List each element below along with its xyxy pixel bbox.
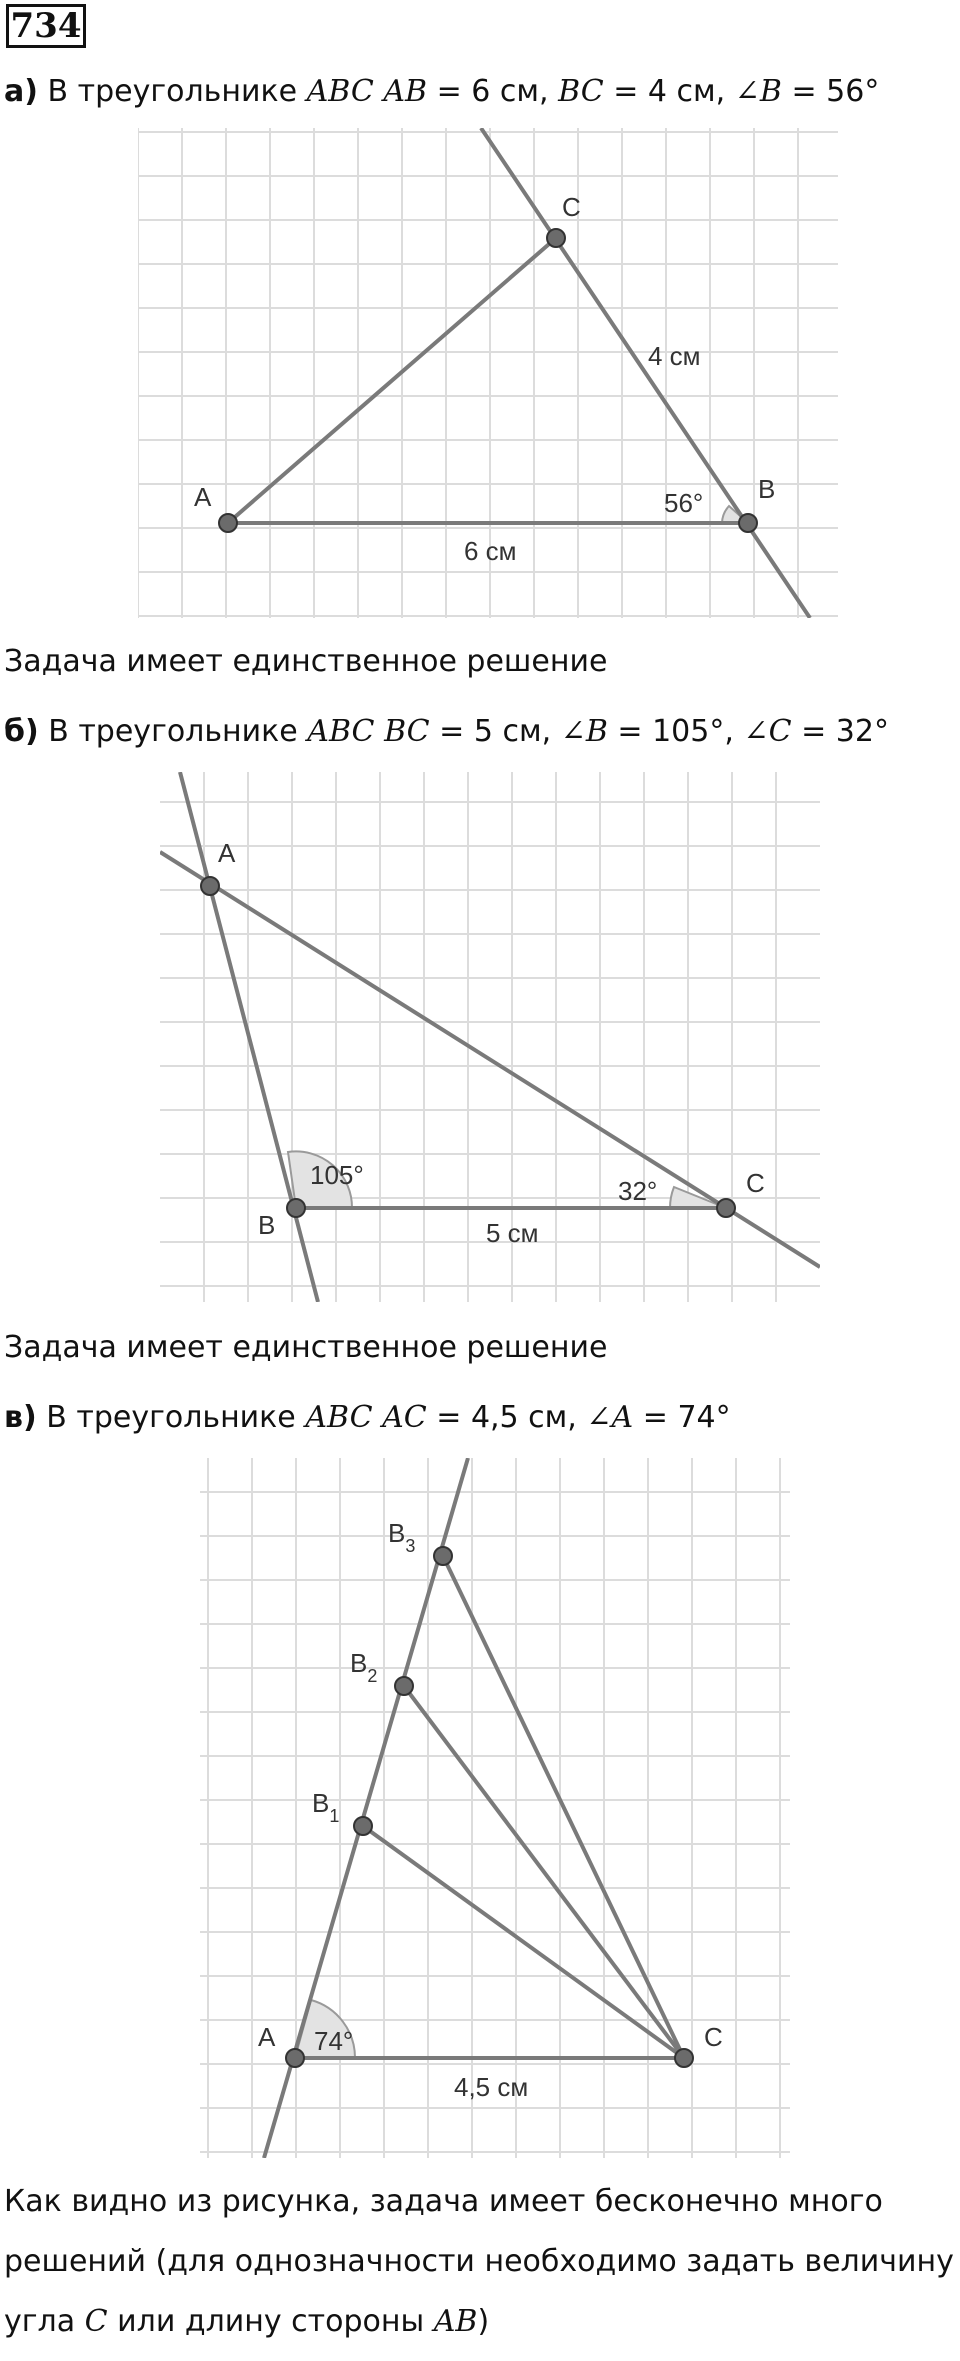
- point-b: [287, 1199, 305, 1217]
- part-b-side-value: = 5 см,: [439, 714, 552, 749]
- part-a-statement: [4, 72, 879, 112]
- label-angle-a: 74°: [314, 2026, 354, 2056]
- part-b-intro: В треугольнике: [48, 714, 298, 749]
- label-angle-c: 32°: [618, 1176, 658, 1206]
- part-b-marker: б): [4, 714, 39, 749]
- part-c-marker: в): [4, 1400, 37, 1435]
- point-a: [286, 2049, 304, 2067]
- line-cb-extended: [481, 128, 810, 618]
- figure-b: [160, 772, 820, 1302]
- label-side-bc: 5 см: [486, 1218, 539, 1248]
- part-c-statement: [4, 1398, 731, 1438]
- label-side-bc: 4 см: [648, 341, 701, 371]
- part-a-marker: а): [4, 74, 38, 109]
- segment-b1c: [363, 1826, 684, 2058]
- part-a-triangle-name: ABC: [306, 74, 374, 109]
- part-c-conclusion-line-2: решений (для однозначности необходимо задать величину: [4, 2244, 954, 2279]
- part-c-side-name: AC: [382, 1400, 427, 1435]
- figure-c: [200, 1458, 790, 2158]
- label-b: B: [258, 1210, 276, 1240]
- part-a-side1-name: AB: [383, 74, 428, 109]
- part-a-angle-value: = 56°: [791, 74, 880, 109]
- label-b2: $B_2$: [350, 1648, 378, 1686]
- label-c: C: [562, 192, 581, 222]
- conclusion-side-ab: AB: [433, 2304, 478, 2339]
- part-a-intro: В треугольнике: [47, 74, 298, 109]
- label-a: A: [258, 2022, 276, 2052]
- label-side-ab: 6 см: [464, 536, 517, 566]
- part-b-angle1-value: = 105°,: [617, 714, 734, 749]
- label-c: C: [704, 2022, 723, 2052]
- part-b-angle2-value: = 32°: [801, 714, 889, 749]
- part-b-side-name: BC: [384, 714, 430, 749]
- part-a-side1-value: = 6 см,: [436, 74, 549, 109]
- label-angle-b: 105°: [310, 1160, 364, 1190]
- point-c: [717, 1199, 735, 1217]
- part-b-conclusion: Задача имеет единственное решение: [4, 1330, 608, 1365]
- part-b-angle2-name: ∠C: [743, 714, 792, 749]
- segment-ac: [228, 238, 556, 523]
- point-c: [675, 2049, 693, 2067]
- part-a-side2-name: BC: [558, 74, 604, 109]
- label-c: C: [746, 1168, 765, 1198]
- label-a: A: [194, 482, 212, 512]
- part-a-angle-name: ∠B: [734, 74, 782, 109]
- part-a-side2-value: = 4 см,: [613, 74, 726, 109]
- part-a-conclusion: Задача имеет единственное решение: [4, 644, 608, 679]
- part-c-conclusion-line-3: [4, 2302, 489, 2342]
- problem-number: 734: [6, 4, 86, 48]
- label-b: B: [758, 474, 776, 504]
- part-b-statement: [4, 712, 889, 752]
- part-c-angle-value: = 74°: [642, 1400, 731, 1435]
- label-b1: $B_1$: [312, 1788, 340, 1826]
- point-b2: [395, 1677, 413, 1695]
- conclusion-text-2: или длину стороны: [117, 2304, 425, 2339]
- part-c-triangle-name: ABC: [305, 1400, 373, 1435]
- label-side-ac: 4,5 см: [454, 2072, 529, 2102]
- point-b3: [434, 1547, 452, 1565]
- part-c-angle-name: ∠A: [586, 1400, 634, 1435]
- conclusion-text-1: угла: [4, 2304, 76, 2339]
- label-b3: $B_3$: [388, 1518, 416, 1556]
- part-c-conclusion-line-1: Как видно из рисунка, задача имеет бесконечно много: [4, 2184, 883, 2219]
- point-b: [739, 514, 757, 532]
- part-c-side-value: = 4,5 см,: [436, 1400, 577, 1435]
- point-c: [547, 229, 565, 247]
- segment-b2c: [404, 1686, 684, 2058]
- conclusion-angle-c: C: [84, 2304, 108, 2339]
- label-a: A: [218, 838, 236, 868]
- label-angle-b: 56°: [664, 488, 704, 518]
- conclusion-text-3: ): [477, 2304, 490, 2339]
- point-b1: [354, 1817, 372, 1835]
- figure-a: [138, 128, 838, 618]
- point-a: [219, 514, 237, 532]
- part-c-intro: В треугольнике: [46, 1400, 296, 1435]
- part-b-angle1-name: ∠B: [560, 714, 608, 749]
- point-a: [201, 877, 219, 895]
- part-b-triangle-name: ABC: [307, 714, 375, 749]
